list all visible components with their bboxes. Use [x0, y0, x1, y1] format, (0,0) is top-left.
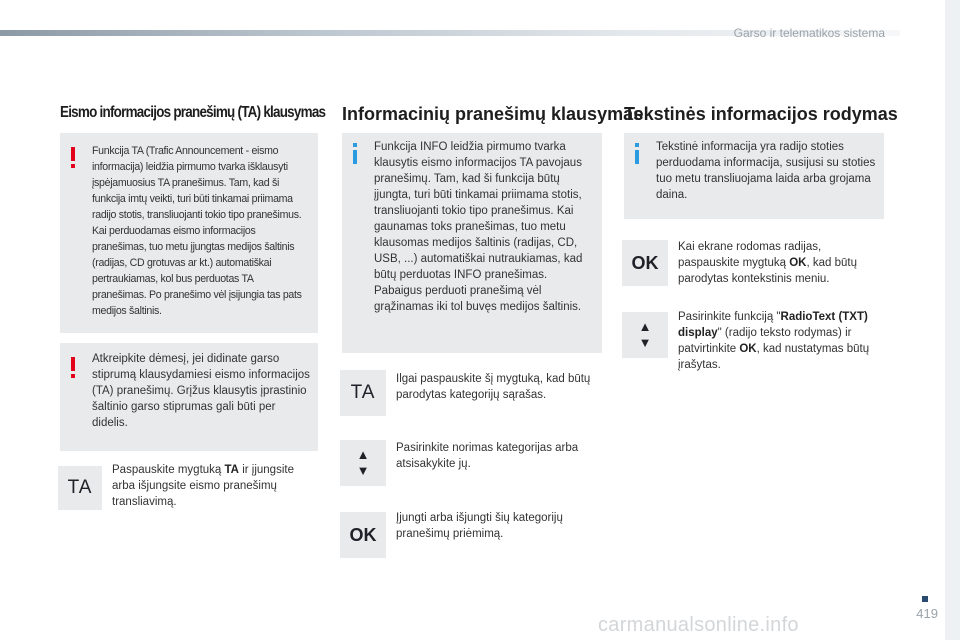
watermark: carmanualsonline.info	[598, 614, 799, 636]
ta-button-description: Paspauskite mygtuką TA ir įjungsite arba išjungsite eismo pranešimų transliavimą.	[112, 464, 294, 508]
warning-text-volume: Atkreipkite dėmesį, jei didinate garso stiprumą klausydamiesi eismo informacijos (TA) pranešimų. Grįžus klausytis įprastinio šaltinio garso stiprumas gali būti per didelis.	[92, 353, 310, 429]
info-icon	[352, 143, 358, 163]
warning-icon	[70, 147, 76, 167]
arrow-buttons[interactable]	[340, 440, 386, 486]
section-title: Garso ir telematikos sistema	[733, 26, 885, 40]
page-marker	[922, 596, 928, 602]
arrow-up-icon[interactable]: ▲	[638, 319, 652, 334]
ta-button[interactable]: TA	[58, 466, 102, 510]
warning-box-ta	[60, 133, 318, 333]
column-title-info: Informacinių pranešimų klausymas	[342, 104, 644, 124]
warning-text-ta: Funkcija TA (Trafic Announcement - eismo informacija) leidžia pirmumo tvarka išklausyti įspėjamuosius TA pranešimus. Tam, kad ši funkcija imtų veikti, turi būti tinkamai priimama radijo stotis, transliuojanti tokio tipo pranešimus. Kai perduodamas eismo informacijos pranešimas, tuo metu įjungtas medijos šaltinis (radijas, CD grotuvas ar kt.) automatiškai pertraukiamas, kol bus perduotas TA pranešimas. Po pranešimo vėl įsijungia tas pats medijos šaltinis.	[92, 145, 302, 317]
page-edge-strip	[945, 0, 960, 640]
column-title-ta: Eismo informacijos pranešimų (TA) klausymas	[60, 104, 326, 121]
arrow-down-icon[interactable]: ▼	[638, 335, 652, 350]
arrow-up-icon[interactable]: ▲	[356, 447, 370, 462]
info-box-text	[624, 133, 884, 219]
warning-box-volume	[60, 343, 318, 451]
ok-button-2[interactable]: OK	[622, 240, 668, 286]
ta-button-2[interactable]: TA	[340, 370, 386, 416]
arrow-buttons-2-description: Pasirinkite funkciją "RadioText (TXT) display" (radijo teksto rodymas) ir patvirtinkite OK, kad nustatymas būtų įrašytas.	[678, 311, 870, 371]
warning-icon	[70, 357, 76, 377]
arrow-buttons-2[interactable]	[622, 312, 668, 358]
ta-long-press-description: Ilgai paspauskite šį mygtuką, kad būtų parodytas kategorijų sąrašas.	[396, 373, 591, 401]
ok-button[interactable]: OK	[340, 512, 386, 558]
info-box-info	[342, 133, 602, 353]
arrow-buttons-description: Pasirinkite norimas kategorijas arba atsisakykite jų.	[396, 442, 579, 470]
page-number: 419	[916, 606, 938, 621]
info-text-radiotext: Tekstinė informacija yra radijo stoties perduodama informacija, susijusi su stoties tuo metu transliuojama laida arba grojama daina.	[656, 141, 876, 201]
info-text-info: Funkcija INFO leidžia pirmumo tvarka klausytis eismo informacijos TA pavojaus pranešimų. Tam, kad ši funkcija būtų įjungta, turi būti tinkamai priimama stotis, transliuojanti tokio tipo pranešimus. Kai gaunamas toks pranešimas, tuo metu klausomas medijos šaltinis (radijas, CD, USB, ...) automatiškai nutraukiamas, kad būtų perduotas INFO pranešimas. Pabaigus perduoti pranešimą vėl grąžinamas iki tol buvęs medijos šaltinis.	[374, 141, 583, 313]
arrow-down-icon[interactable]: ▼	[356, 463, 370, 478]
info-icon	[634, 143, 640, 163]
ok-button-description: Įjungti arba išjungti šių kategorijų pranešimų priėmimą.	[396, 512, 563, 540]
ok-button-2-description: Kai ekrane rodomas radijas, paspauskite mygtuką OK, kad būtų parodytas kontekstinis meniu.	[678, 241, 857, 285]
column-title-text: Tekstinės informacijos rodymas	[624, 104, 898, 124]
